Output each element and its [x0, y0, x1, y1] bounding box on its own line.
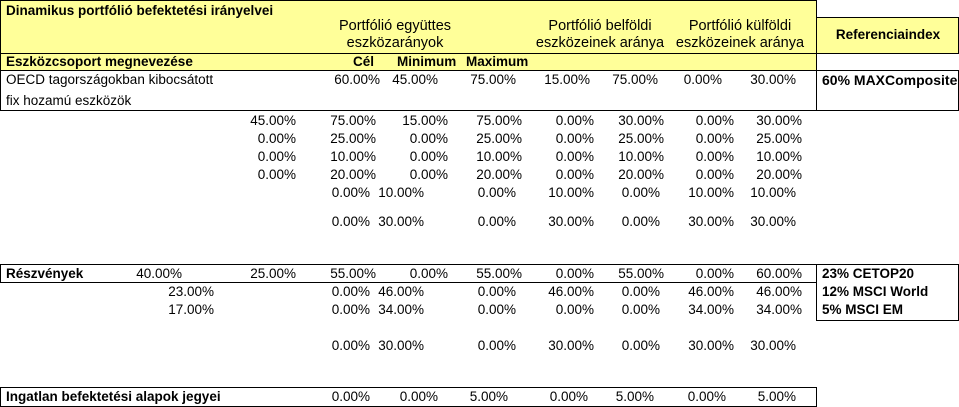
oecd-value: 75.00% [612, 72, 658, 87]
stocks-row2-cell: 23.00% [168, 284, 214, 299]
oecd-row6-cell: 0.00% [621, 214, 660, 229]
oecd-row5-cell: 10.00% [378, 185, 424, 200]
group-foreign-line2: eszközeinek aránya [675, 35, 805, 51]
group-domestic-line1: Portfólió belföldi [548, 18, 652, 34]
stocks-row2-cell: 0.00% [621, 284, 660, 299]
stocks-row4-cell: 0.00% [621, 338, 660, 353]
group-domestic-line2: eszközeinek aránya [535, 35, 665, 51]
oecd-row5-cell: 10.00% [548, 185, 594, 200]
stocks-row3-cell: 0.00% [555, 302, 594, 317]
oecd-subrow-cell: 0.00% [555, 113, 594, 128]
oecd-value: 0.00% [683, 72, 722, 87]
oecd-subrow-cell: 20.00% [476, 167, 522, 182]
oecd-subrow-cell: 0.00% [409, 167, 448, 182]
oecd-row6-cell: 0.00% [477, 214, 516, 229]
stocks-row4-cell: 30.00% [548, 338, 594, 353]
stocks-value: 55.00% [618, 266, 664, 281]
oecd-subrow-cell: 20.00% [756, 167, 802, 182]
stocks-value: 60.00% [756, 266, 802, 281]
oecd-row6-cell: 30.00% [688, 214, 734, 229]
oecd-row5-cell: 10.00% [688, 185, 734, 200]
realestate-value: 5.00% [469, 389, 508, 404]
realestate-value: 0.00% [549, 389, 588, 404]
group-foreign-line1: Portfólió külföldi [688, 18, 792, 34]
oecd-subrow-cell: 0.00% [257, 149, 296, 164]
stocks-row2-cell: 0.00% [331, 284, 370, 299]
stocks-benchmark-3: 5% MSCI EM [822, 302, 904, 317]
oecd-label-line2: fix hozamú eszközök [6, 93, 132, 108]
stocks-row2-cell: 46.00% [548, 284, 594, 299]
stocks-value: 55.00% [476, 266, 522, 281]
oecd-subrow-cell: 0.00% [409, 131, 448, 146]
stocks-value: 55.00% [330, 266, 376, 281]
oecd-subrow-cell: 10.00% [618, 149, 664, 164]
asset-class-header: Eszközcsoport megnevezése [6, 54, 193, 69]
oecd-subrow-cell: 0.00% [555, 167, 594, 182]
stocks-row3-cell: 34.00% [378, 302, 424, 317]
oecd-benchmark: 60% MAXComposite [822, 72, 958, 88]
oecd-subrow-cell: 0.00% [409, 149, 448, 164]
oecd-value: 45.00% [392, 72, 438, 87]
oecd-subrow-cell: 0.00% [257, 131, 296, 146]
oecd-row5-cell: 0.00% [477, 185, 516, 200]
target-header: Cél [353, 54, 375, 69]
stocks-value: 25.00% [250, 266, 296, 281]
realestate-value: 0.00% [687, 389, 726, 404]
oecd-subrow-cell: 10.00% [330, 149, 376, 164]
stocks-row4-cell: 0.00% [331, 338, 370, 353]
stocks-benchmark-1: 23% CETOP20 [822, 266, 915, 281]
stocks-benchmark-2: 12% MSCI World [822, 284, 929, 299]
oecd-row6-cell: 30.00% [378, 214, 424, 229]
page-title: Dinamikus portfólió befektetési irányelvei [6, 3, 274, 18]
minimum-header: Minimum [397, 54, 457, 69]
stocks-row4-cell: 0.00% [477, 338, 516, 353]
oecd-subrow-cell: 10.00% [476, 149, 522, 164]
group-together-line1: Portfólió együttes [338, 18, 452, 34]
oecd-value: 30.00% [750, 72, 796, 87]
oecd-subrow-cell: 0.00% [555, 149, 594, 164]
oecd-subrow-cell: 75.00% [476, 113, 522, 128]
stocks-label: Részvények [6, 266, 84, 281]
oecd-subrow-cell: 0.00% [695, 149, 734, 164]
oecd-subrow-cell: 25.00% [756, 131, 802, 146]
oecd-subrow-cell: 0.00% [257, 167, 296, 182]
stocks-row2-cell: 46.00% [378, 284, 424, 299]
oecd-subrow-cell: 0.00% [555, 131, 594, 146]
stocks-row3-cell: 0.00% [621, 302, 660, 317]
stocks-row4-cell: 30.00% [750, 338, 796, 353]
oecd-subrow-cell: 0.00% [695, 113, 734, 128]
stocks-value: 40.00% [136, 266, 182, 281]
realestate-value: 5.00% [757, 389, 796, 404]
oecd-row5-cell: 10.00% [750, 185, 796, 200]
oecd-subrow-cell: 25.00% [476, 131, 522, 146]
realestate-label: Ingatlan befektetési alapok jegyei [6, 389, 221, 404]
stocks-row2-cell: 46.00% [688, 284, 734, 299]
stocks-value: 0.00% [695, 266, 734, 281]
oecd-label-line1: OECD tagországokban kibocsátott [6, 72, 214, 87]
stocks-row3-cell: 0.00% [331, 302, 370, 317]
realestate-value: 0.00% [331, 389, 370, 404]
stocks-row4-cell: 30.00% [688, 338, 734, 353]
realestate-value: 0.00% [399, 389, 438, 404]
oecd-row6-cell: 30.00% [750, 214, 796, 229]
oecd-subrow-cell: 0.00% [695, 131, 734, 146]
oecd-row5-cell: 0.00% [621, 185, 660, 200]
oecd-subrow-cell: 45.00% [250, 113, 296, 128]
oecd-value: 75.00% [470, 72, 516, 87]
benchmark-header: Referenciaindex [835, 27, 941, 42]
oecd-subrow-cell: 20.00% [330, 167, 376, 182]
stocks-row3-cell: 17.00% [168, 302, 214, 317]
oecd-subrow-cell: 20.00% [618, 167, 664, 182]
oecd-value: 60.00% [334, 72, 380, 87]
stocks-row2-cell: 46.00% [756, 284, 802, 299]
realestate-value: 5.00% [615, 389, 654, 404]
oecd-row6-cell: 0.00% [331, 214, 370, 229]
oecd-row6-cell: 30.00% [548, 214, 594, 229]
group-together-line2: eszközarányok [346, 35, 444, 51]
oecd-subrow-cell: 25.00% [330, 131, 376, 146]
oecd-value: 15.00% [544, 72, 590, 87]
maximum-header: Maximum [466, 54, 529, 69]
oecd-subrow-cell: 10.00% [756, 149, 802, 164]
stocks-row3-cell: 34.00% [688, 302, 734, 317]
oecd-subrow-cell: 0.00% [695, 167, 734, 182]
stocks-row3-cell: 0.00% [477, 302, 516, 317]
stocks-row2-cell: 0.00% [477, 284, 516, 299]
stocks-value: 0.00% [555, 266, 594, 281]
oecd-subrow-cell: 30.00% [756, 113, 802, 128]
stocks-value: 0.00% [409, 266, 448, 281]
oecd-subrow-cell: 15.00% [402, 113, 448, 128]
oecd-subrow-cell: 75.00% [330, 113, 376, 128]
stocks-row3-cell: 34.00% [756, 302, 802, 317]
oecd-row5-cell: 0.00% [331, 185, 370, 200]
oecd-subrow-cell: 30.00% [618, 113, 664, 128]
oecd-subrow-cell: 25.00% [618, 131, 664, 146]
stocks-row4-cell: 30.00% [378, 338, 424, 353]
